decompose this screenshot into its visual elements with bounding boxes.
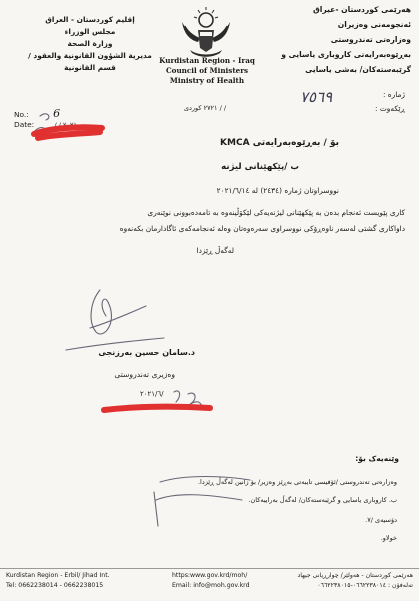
ref-date-value: / / ٢٠٢١ [54,121,77,129]
signatory-title: وەزیری تەندروستی [114,370,175,379]
addressee: بۆ / بەڕێوەبەرایەتی KMCA [220,138,339,148]
signature-date: ٢٠٢١/٦/ [140,390,164,398]
kurdistan-emblem-icon [176,4,236,58]
rekawt-label: ڕێکەوت : [375,104,405,113]
reference-line: نووسراوتان ژمارە (٢٤٣٤) لە ٢٠٢١/٦/١٤ [216,186,339,195]
footer-phone-en: Tel: 0662238014 - 0662238015 [6,582,104,589]
header-arabic-line: إقليم كوردستان - العراق [45,15,135,24]
copies-heading: وێنەیەک بۆ: [355,454,399,463]
footer-address-en: Kurdistan Region - Erbil/ Jihad Int. [6,572,110,579]
header-kurdish-line: ئەنجومەنی وەزیران [337,20,411,29]
header-arabic-line: مديرية الشؤون القانونية والعقود / قسم القانونية [28,51,152,72]
footer-address-ku: هەرێمی کوردستان - هەولێر/ چوارڕیانی جیهاد [297,572,413,579]
pen-annotation [146,470,256,530]
footer-website: https:www.gov.krd/moh/ [172,572,248,579]
paragraph-line: داواکاری گشتی لەسەر ناوەڕۆکی نووسراوی سەرەوەتان وەلە ئەنجامەکەی ئاگادارمان بکەنەوە [119,224,405,233]
header-english-block [148,56,266,86]
regards-text: لەگەڵ ڕێزدا [196,246,234,255]
subject: ب /پێکهێنانی لیژنە [221,162,299,172]
ref-date-label: Date: [14,120,35,129]
kurdish-date: / / ٢٧٢١ كوردی [183,104,227,112]
copy-item: وەزارەتی تەندروستی /ئۆفیسی تایبەتی بەڕێز وەزیر/ بۆ زانین لەگەڵ ڕێزدا. [197,478,397,486]
header-kurdish-line: هەرێمی کوردستان -عیراق [312,5,411,14]
zhmara-value: ٧٥٦٩ [300,88,333,106]
header-kurdish-line: وەزارەتی تەندروستی [330,35,411,44]
signatory-name: د.سامان حسین بەرزنجی [98,348,195,357]
ref-no-label: No.: [14,110,29,119]
header-kurdish-line: بەڕێوەبەرایەتی کاروباری یاسایی و [281,50,411,59]
header-arabic-block [20,14,160,74]
copy-item: خولاو. [380,534,397,542]
redacted-mark [98,400,216,420]
zhmara-label: ژماره : [382,90,405,99]
signature-scribble [60,282,170,354]
footer-phone-ku: تەلەفۆن : ٠٦٦٢٢٣٨٠١٤-٠٦٦٢٢٣٨٠١٥ [317,582,413,589]
header-english-line: Council of Ministers [165,66,249,75]
copy-item: دۆسیەی /٧. [365,516,397,524]
header-arabic-line: وزارة الصحة [67,39,113,48]
header-kurdish-line: گرێبەستەکان/ بەشی یاسایی [305,65,411,74]
ref-no-value: 6 [53,107,61,120]
copy-item: ب. کاروباری یاسایی و گرێبەستەکان/ لەگەڵ بەراییەکان. [248,496,397,504]
footer [0,568,419,601]
header-kurdish-block [261,2,411,77]
footer-email: Email: info@moh.gov.krd [172,582,250,589]
redacted-mark [30,122,106,142]
header-arabic-line: مجلس الوزراء [64,27,116,36]
header-english-line: Ministry of Health [169,76,245,85]
paragraph-line: کاری پێویست ئەنجام بدەن بە پێکهێنانی لیژنەیەکی لێکۆڵینەوە بە تامەدەبوونی نوێنەری [147,208,405,217]
header-english-line: Kurdistan Region - Iraq [159,56,255,65]
